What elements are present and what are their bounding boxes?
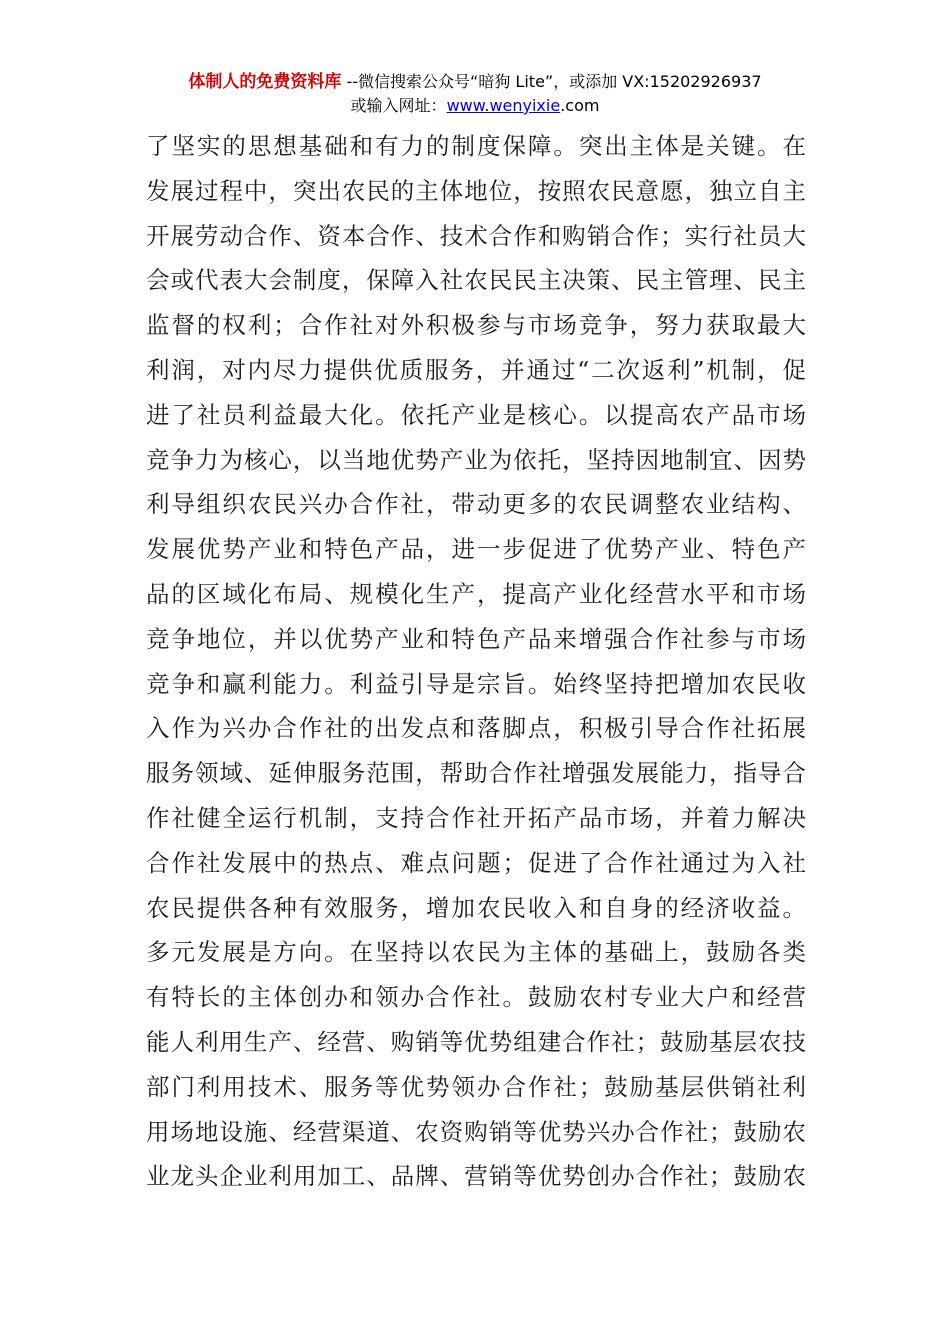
text-line: 有特长的主体创办和领办合作社。鼓励农村专业大户和经营 [146,983,806,1012]
text-line: 品的区域化布局、规模化生产，提高产业化经营水平和市场 [146,579,806,608]
text-line: 能人利用生产、经营、购销等优势组建合作社；鼓励基层农技 [146,1027,806,1056]
text-line: 部门利用技术、服务等优势领办合作社；鼓励基层供销社利 [146,1072,806,1101]
body-text [146,124,806,1199]
header-url-prefix: 或输入网址： [350,96,447,115]
text-line: 利润，对内尽力提供优质服务，并通过“二次返利”机制，促 [146,355,806,384]
header-url-suffix: .com [560,96,600,115]
text-line: 发展过程中，突出农民的主体地位，按照农民意愿，独立自主 [146,176,806,205]
text-line: 业龙头企业利用加工、品牌、营销等优势创办合作社；鼓励农 [146,1162,806,1191]
header-line-2 [0,94,950,118]
page-header [0,70,950,118]
text-line: 了坚实的思想基础和有力的制度保障。突出主体是关键。在 [146,132,806,160]
header-url-link[interactable]: www.wenyixie [446,96,561,115]
text-line: 开展劳动合作、资本合作、技术合作和购销合作；实行社员大 [146,221,806,250]
text-line: 入作为兴办合作社的出发点和落脚点，积极引导合作社拓展 [146,714,806,743]
text-line: 多元发展是方向。在坚持以农民为主体的基础上，鼓励各类 [146,938,806,967]
text-line: 利导组织农民兴办合作社，带动更多的农民调整农业结构、 [146,490,806,519]
text-line: 农民提供各种有效服务，增加农民收入和自身的经济收益。 [146,893,806,922]
text-line: 合作社发展中的热点、难点问题；促进了合作社通过为入社 [146,848,806,877]
header-brand: 体制人的免费资料库 [188,72,342,92]
text-line: 会或代表大会制度，保障入社农民民主决策、民主管理、民主 [146,266,806,295]
text-line: 竞争和赢利能力。利益引导是宗旨。始终坚持把增加农民收 [146,669,806,698]
text-line: 进了社员利益最大化。依托产业是核心。以提高农产品市场 [146,400,806,429]
text-line: 竞争力为核心，以当地优势产业为依托，坚持因地制宜、因势 [146,445,806,474]
text-line: 服务领域、延伸服务范围，帮助合作社增强发展能力，指导合 [146,759,806,788]
text-line: 监督的权利；合作社对外积极参与市场竞争，努力获取最大 [146,311,806,340]
header-info: --微信搜索公众号“暗狗 Lite”，或添加 VX:15202926937 [341,72,762,91]
header-line-1 [0,70,950,94]
text-line: 用场地设施、经营渠道、农资购销等优势兴办合作社；鼓励农 [146,1117,806,1146]
text-line: 作社健全运行机制，支持合作社开拓产品市场，并着力解决 [146,803,806,832]
text-line: 竞争地位，并以优势产业和特色产品来增强合作社参与市场 [146,624,806,653]
text-line: 发展优势产业和特色产品，进一步促进了优势产业、特色产 [146,535,806,564]
